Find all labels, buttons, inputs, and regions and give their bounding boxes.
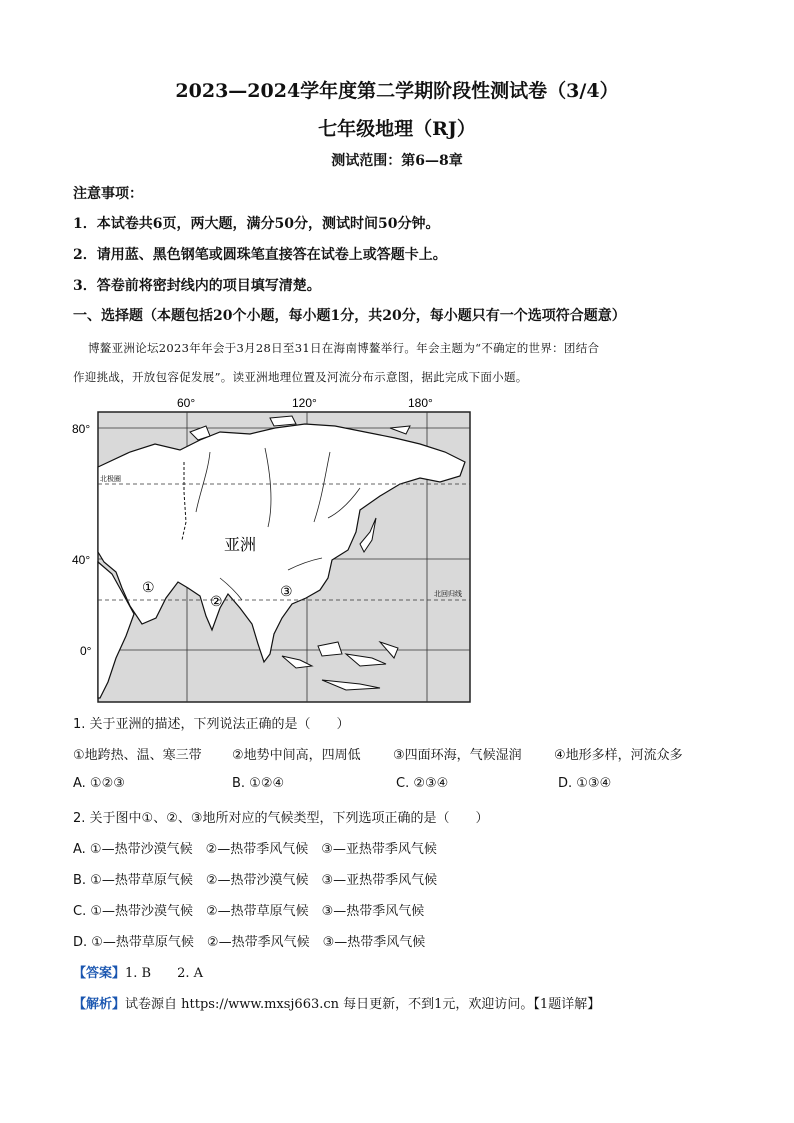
answer-text: 1. B 2. A — [125, 966, 204, 981]
q1-option-c[interactable]: C. ②③④ — [396, 776, 449, 791]
test-scope: 测试范围：第6—8章 — [331, 153, 463, 169]
marker-1: ① — [142, 580, 155, 596]
asia-map — [60, 392, 480, 704]
intro-line-2: 作迎挑战，开放包容促发展”。读亚洲地理位置及河流分布示意图，据此完成下面小题。 — [73, 370, 528, 384]
lat-label-40: 40° — [72, 553, 91, 567]
q1-option-a[interactable]: A. ①②③ — [73, 776, 125, 791]
analysis-line — [73, 993, 600, 1012]
q1-stem: 1. 关于亚洲的描述，下列说法正确的是（ ） — [73, 717, 350, 732]
section-heading: 一、选择题（本题包括20个小题，每小题1分，共20分，每小题只有一个选项符合题意） — [73, 308, 626, 324]
marker-3: ③ — [280, 584, 293, 600]
tropic-label: 北回归线 — [434, 590, 462, 598]
page-subtitle: 七年级地理（RJ） — [318, 118, 476, 140]
page-title: 2023—2024学年度第二学期阶段性测试卷（3/4） — [175, 80, 619, 102]
notice-item-1: 1．本试卷共6页，两大题，满分50分，测试时间50分钟。 — [73, 216, 440, 232]
q2-option-c[interactable]: C. ①—热带沙漠气候 ②—热带草原气候 ③—热带季风气候 — [73, 904, 425, 919]
notice-item-2: 2．请用蓝、黑色钢笔或圆珠笔直接答在试卷上或答题卡上。 — [73, 247, 447, 263]
q2-stem: 2. 关于图中①、②、③地所对应的气候类型，下列选项正确的是（ ） — [73, 811, 489, 826]
arctic-circle-label: 北极圈 — [100, 475, 121, 483]
q2-option-a[interactable]: A. ①—热带沙漠气候 ②—热带季风气候 ③—亚热带季风气候 — [73, 842, 437, 857]
lon-label-120: 120° — [292, 396, 317, 410]
answer-line — [73, 962, 203, 981]
lon-label-60: 60° — [177, 396, 196, 410]
answer-tag: 【答案】 — [73, 966, 126, 981]
q1-statement-4: ④地形多样，河流众多 — [554, 748, 683, 763]
continent-label: 亚洲 — [224, 535, 257, 554]
q1-option-b[interactable]: B. ①②④ — [232, 776, 285, 791]
q2-option-d[interactable]: D. ①—热带草原气候 ②—热带季风气候 ③—热带季风气候 — [73, 935, 426, 950]
q1-statement-3: ③四面环海，气候湿润 — [393, 748, 522, 763]
lat-label-80: 80° — [72, 422, 91, 436]
notice-item-3: 3．答卷前将密封线内的项目填写清楚。 — [73, 278, 321, 294]
marker-2: ② — [210, 594, 223, 610]
intro-line-1: 博鳌亚洲论坛2023年年会于3月28日至31日在海南博鳌举行。年会主题为“不确定的世界：团结合 — [88, 341, 600, 355]
analysis-text: 试卷源自 https://www.mxsj663.cn 每日更新，不到1元，欢迎访问。【1题详解】 — [125, 997, 601, 1012]
q2-option-b[interactable]: B. ①—热带草原气候 ②—热带沙漠气候 ③—亚热带季风气候 — [73, 873, 438, 888]
notice-heading: 注意事项： — [73, 186, 143, 202]
lat-label-0: 0° — [80, 644, 92, 658]
lon-label-180: 180° — [408, 396, 433, 410]
q1-option-d[interactable]: D. ①③④ — [558, 776, 612, 791]
analysis-tag: 【解析】 — [73, 997, 126, 1012]
q1-statement-1: ①地跨热、温、寒三带 — [73, 748, 202, 763]
q1-statement-2: ②地势中间高，四周低 — [232, 748, 361, 763]
